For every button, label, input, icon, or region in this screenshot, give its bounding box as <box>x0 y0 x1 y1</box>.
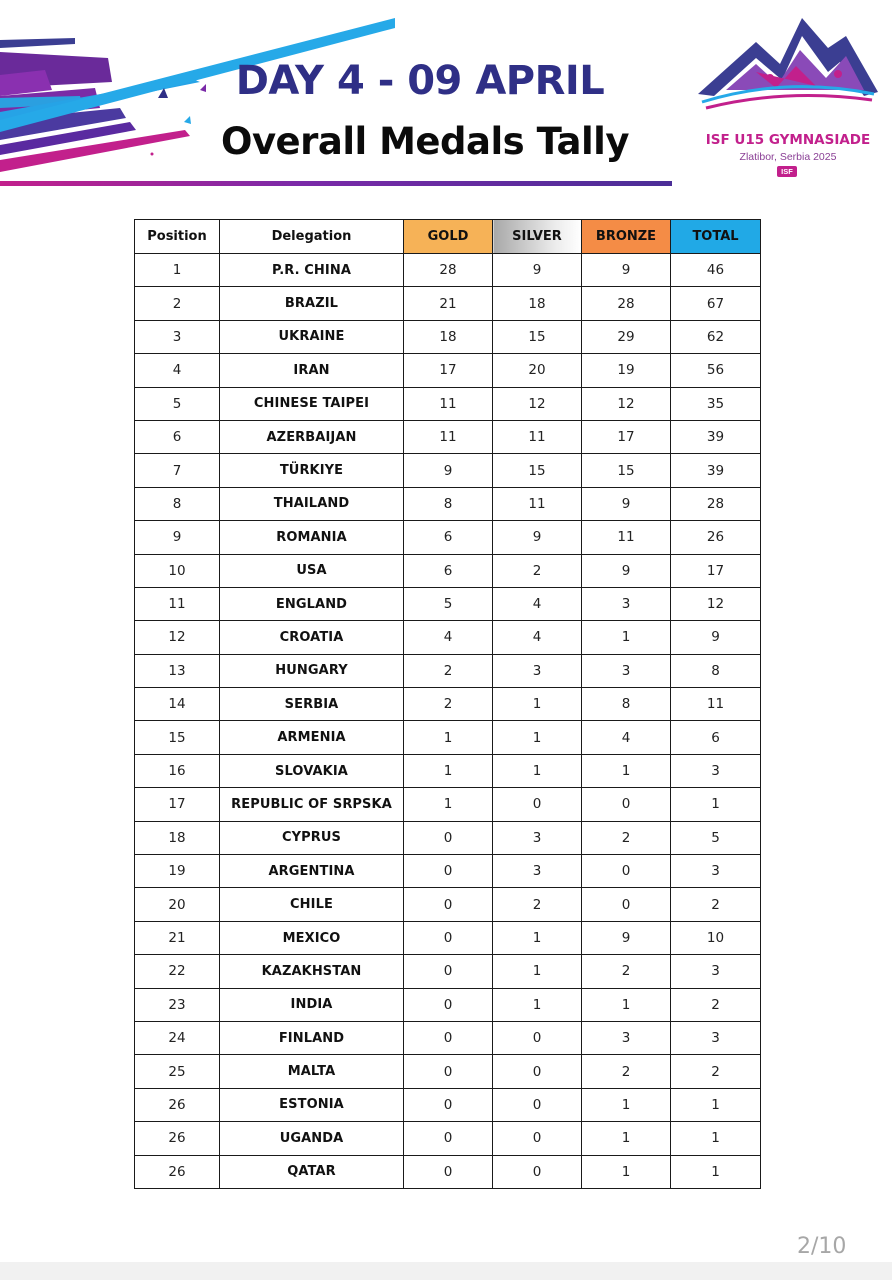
total-cell: 10 <box>671 921 761 954</box>
position-cell: 15 <box>135 721 220 754</box>
total-cell: 56 <box>671 354 761 387</box>
position-cell: 26 <box>135 1155 220 1188</box>
bronze-cell: 3 <box>582 1021 671 1054</box>
gold-cell: 17 <box>404 354 493 387</box>
gold-cell: 11 <box>404 420 493 453</box>
position-cell: 25 <box>135 1055 220 1088</box>
bronze-cell: 9 <box>582 487 671 520</box>
gold-cell: 18 <box>404 320 493 353</box>
delegation-header: Delegation <box>220 220 404 254</box>
table-row <box>135 855 761 888</box>
delegation-cell: CYPRUS <box>220 821 404 854</box>
delegation-cell: REPUBLIC OF SRPSKA <box>220 788 404 821</box>
delegation-cell: SLOVAKIA <box>220 754 404 787</box>
table-row <box>135 1122 761 1155</box>
delegation-cell: MALTA <box>220 1055 404 1088</box>
delegation-cell: USA <box>220 554 404 587</box>
gold-cell: 11 <box>404 387 493 420</box>
silver-cell: 4 <box>493 621 582 654</box>
total-cell: 3 <box>671 955 761 988</box>
gold-cell: 6 <box>404 521 493 554</box>
delegation-cell: ARMENIA <box>220 721 404 754</box>
delegation-cell: MEXICO <box>220 921 404 954</box>
gold-cell: 8 <box>404 487 493 520</box>
bronze-cell: 11 <box>582 521 671 554</box>
delegation-cell: UKRAINE <box>220 320 404 353</box>
gold-cell: 1 <box>404 754 493 787</box>
total-cell: 1 <box>671 788 761 821</box>
silver-cell: 15 <box>493 320 582 353</box>
total-cell: 3 <box>671 1021 761 1054</box>
bronze-cell: 1 <box>582 1122 671 1155</box>
table-row <box>135 721 761 754</box>
page-indicator: 2/10 <box>797 1234 847 1259</box>
table-row <box>135 587 761 620</box>
gold-cell: 0 <box>404 1155 493 1188</box>
total-cell: 28 <box>671 487 761 520</box>
total-cell: 8 <box>671 654 761 687</box>
position-cell: 11 <box>135 587 220 620</box>
gold-cell: 0 <box>404 1021 493 1054</box>
delegation-cell: IRAN <box>220 354 404 387</box>
delegation-cell: HUNGARY <box>220 654 404 687</box>
gold-cell: 21 <box>404 287 493 320</box>
table-row <box>135 354 761 387</box>
table-row <box>135 487 761 520</box>
total-header: TOTAL <box>671 220 761 254</box>
position-cell: 19 <box>135 855 220 888</box>
bronze-cell: 3 <box>582 587 671 620</box>
delegation-cell: ARGENTINA <box>220 855 404 888</box>
bronze-cell: 12 <box>582 387 671 420</box>
silver-cell: 1 <box>493 988 582 1021</box>
silver-cell: 0 <box>493 1122 582 1155</box>
position-cell: 13 <box>135 654 220 687</box>
silver-cell: 9 <box>493 521 582 554</box>
gold-cell: 6 <box>404 554 493 587</box>
total-cell: 67 <box>671 287 761 320</box>
total-cell: 6 <box>671 721 761 754</box>
silver-cell: 11 <box>493 420 582 453</box>
table-row <box>135 654 761 687</box>
table-row <box>135 521 761 554</box>
silver-cell: 1 <box>493 754 582 787</box>
gold-cell: 4 <box>404 621 493 654</box>
total-cell: 26 <box>671 521 761 554</box>
delegation-cell: SERBIA <box>220 688 404 721</box>
position-cell: 2 <box>135 287 220 320</box>
silver-cell: 12 <box>493 387 582 420</box>
position-cell: 10 <box>135 554 220 587</box>
position-cell: 6 <box>135 420 220 453</box>
silver-header: SILVER <box>493 220 582 254</box>
table-row <box>135 387 761 420</box>
gold-cell: 0 <box>404 888 493 921</box>
day-title: DAY 4 - 09 APRIL <box>235 58 605 104</box>
position-cell: 17 <box>135 788 220 821</box>
silver-cell: 3 <box>493 821 582 854</box>
table-row <box>135 1021 761 1054</box>
isf-badge: ISF <box>777 166 797 177</box>
silver-cell: 0 <box>493 1055 582 1088</box>
total-cell: 2 <box>671 988 761 1021</box>
bronze-cell: 1 <box>582 621 671 654</box>
bronze-cell: 2 <box>582 821 671 854</box>
total-cell: 11 <box>671 688 761 721</box>
total-cell: 39 <box>671 454 761 487</box>
position-cell: 21 <box>135 921 220 954</box>
header-divider <box>0 181 672 186</box>
position-cell: 24 <box>135 1021 220 1054</box>
table-row <box>135 554 761 587</box>
table-row <box>135 788 761 821</box>
delegation-cell: QATAR <box>220 1155 404 1188</box>
position-cell: 7 <box>135 454 220 487</box>
delegation-cell: BRAZIL <box>220 287 404 320</box>
bronze-cell: 1 <box>582 1088 671 1121</box>
table-row <box>135 1088 761 1121</box>
total-cell: 5 <box>671 821 761 854</box>
bronze-header: BRONZE <box>582 220 671 254</box>
total-cell: 3 <box>671 855 761 888</box>
table-row <box>135 454 761 487</box>
position-cell: 20 <box>135 888 220 921</box>
total-cell: 17 <box>671 554 761 587</box>
table-row <box>135 1155 761 1188</box>
delegation-cell: INDIA <box>220 988 404 1021</box>
silver-cell: 1 <box>493 921 582 954</box>
total-cell: 3 <box>671 754 761 787</box>
gold-cell: 1 <box>404 788 493 821</box>
silver-cell: 20 <box>493 354 582 387</box>
table-row <box>135 420 761 453</box>
bronze-cell: 2 <box>582 1055 671 1088</box>
bronze-cell: 1 <box>582 754 671 787</box>
delegation-cell: TÜRKIYE <box>220 454 404 487</box>
bronze-cell: 29 <box>582 320 671 353</box>
event-logo <box>696 14 880 174</box>
total-cell: 1 <box>671 1122 761 1155</box>
total-cell: 35 <box>671 387 761 420</box>
total-cell: 9 <box>671 621 761 654</box>
delegation-cell: ROMANIA <box>220 521 404 554</box>
bronze-cell: 3 <box>582 654 671 687</box>
position-header: Position <box>135 220 220 254</box>
silver-cell: 1 <box>493 955 582 988</box>
table-row <box>135 921 761 954</box>
position-cell: 18 <box>135 821 220 854</box>
delegation-cell: FINLAND <box>220 1021 404 1054</box>
total-cell: 39 <box>671 420 761 453</box>
table-row <box>135 888 761 921</box>
gold-cell: 0 <box>404 921 493 954</box>
position-cell: 22 <box>135 955 220 988</box>
gold-cell: 0 <box>404 955 493 988</box>
gold-cell: 9 <box>404 454 493 487</box>
silver-cell: 3 <box>493 654 582 687</box>
bronze-cell: 19 <box>582 354 671 387</box>
table-row <box>135 621 761 654</box>
position-cell: 8 <box>135 487 220 520</box>
position-cell: 4 <box>135 354 220 387</box>
table-row <box>135 287 761 320</box>
table-row <box>135 955 761 988</box>
bronze-cell: 0 <box>582 788 671 821</box>
gold-cell: 28 <box>404 254 493 287</box>
bronze-cell: 9 <box>582 254 671 287</box>
table-row <box>135 988 761 1021</box>
delegation-cell: KAZAKHSTAN <box>220 955 404 988</box>
tally-title: Overall Medals Tally <box>220 120 629 163</box>
table-header-row <box>135 220 761 254</box>
total-cell: 62 <box>671 320 761 353</box>
silver-cell: 0 <box>493 788 582 821</box>
delegation-cell: THAILAND <box>220 487 404 520</box>
table-row <box>135 320 761 353</box>
table-row <box>135 688 761 721</box>
total-cell: 46 <box>671 254 761 287</box>
medals-table <box>134 219 761 1189</box>
delegation-cell: CHINESE TAIPEI <box>220 387 404 420</box>
position-cell: 9 <box>135 521 220 554</box>
position-cell: 14 <box>135 688 220 721</box>
gold-cell: 0 <box>404 821 493 854</box>
bronze-cell: 28 <box>582 287 671 320</box>
table-body <box>135 254 761 1189</box>
header-banner <box>0 0 892 200</box>
delegation-cell: CROATIA <box>220 621 404 654</box>
position-cell: 5 <box>135 387 220 420</box>
gold-header: GOLD <box>404 220 493 254</box>
bronze-cell: 1 <box>582 988 671 1021</box>
silver-cell: 4 <box>493 587 582 620</box>
bronze-cell: 17 <box>582 420 671 453</box>
gold-cell: 0 <box>404 1088 493 1121</box>
gold-cell: 0 <box>404 988 493 1021</box>
bottom-bar <box>0 1262 892 1280</box>
silver-cell: 1 <box>493 688 582 721</box>
gold-cell: 5 <box>404 587 493 620</box>
bronze-cell: 9 <box>582 921 671 954</box>
silver-cell: 3 <box>493 855 582 888</box>
gold-cell: 2 <box>404 654 493 687</box>
delegation-cell: UGANDA <box>220 1122 404 1155</box>
position-cell: 3 <box>135 320 220 353</box>
silver-cell: 15 <box>493 454 582 487</box>
total-cell: 1 <box>671 1155 761 1188</box>
silver-cell: 0 <box>493 1021 582 1054</box>
gold-cell: 0 <box>404 1122 493 1155</box>
silver-cell: 18 <box>493 287 582 320</box>
mountains-logo-icon <box>696 14 880 126</box>
bronze-cell: 8 <box>582 688 671 721</box>
table-row <box>135 821 761 854</box>
table-row <box>135 1055 761 1088</box>
gold-cell: 1 <box>404 721 493 754</box>
total-cell: 2 <box>671 888 761 921</box>
table-row <box>135 254 761 287</box>
position-cell: 16 <box>135 754 220 787</box>
bronze-cell: 0 <box>582 888 671 921</box>
total-cell: 12 <box>671 587 761 620</box>
gold-cell: 0 <box>404 855 493 888</box>
position-cell: 1 <box>135 254 220 287</box>
gold-cell: 0 <box>404 1055 493 1088</box>
total-cell: 2 <box>671 1055 761 1088</box>
bronze-cell: 4 <box>582 721 671 754</box>
logo-title: ISF U15 GYMNASIADE <box>705 132 871 148</box>
bronze-cell: 2 <box>582 955 671 988</box>
delegation-cell: ENGLAND <box>220 587 404 620</box>
position-cell: 26 <box>135 1088 220 1121</box>
bronze-cell: 1 <box>582 1155 671 1188</box>
position-cell: 23 <box>135 988 220 1021</box>
gold-cell: 2 <box>404 688 493 721</box>
position-cell: 12 <box>135 621 220 654</box>
silver-cell: 0 <box>493 1155 582 1188</box>
delegation-cell: ESTONIA <box>220 1088 404 1121</box>
bronze-cell: 15 <box>582 454 671 487</box>
total-cell: 1 <box>671 1088 761 1121</box>
silver-cell: 2 <box>493 888 582 921</box>
silver-cell: 2 <box>493 554 582 587</box>
silver-cell: 9 <box>493 254 582 287</box>
table-row <box>135 754 761 787</box>
bronze-cell: 0 <box>582 855 671 888</box>
silver-cell: 11 <box>493 487 582 520</box>
silver-cell: 1 <box>493 721 582 754</box>
delegation-cell: CHILE <box>220 888 404 921</box>
silver-cell: 0 <box>493 1088 582 1121</box>
delegation-cell: AZERBAIJAN <box>220 420 404 453</box>
delegation-cell: P.R. CHINA <box>220 254 404 287</box>
position-cell: 26 <box>135 1122 220 1155</box>
bronze-cell: 9 <box>582 554 671 587</box>
logo-subtitle: Zlatibor, Serbia 2025 <box>739 151 837 163</box>
